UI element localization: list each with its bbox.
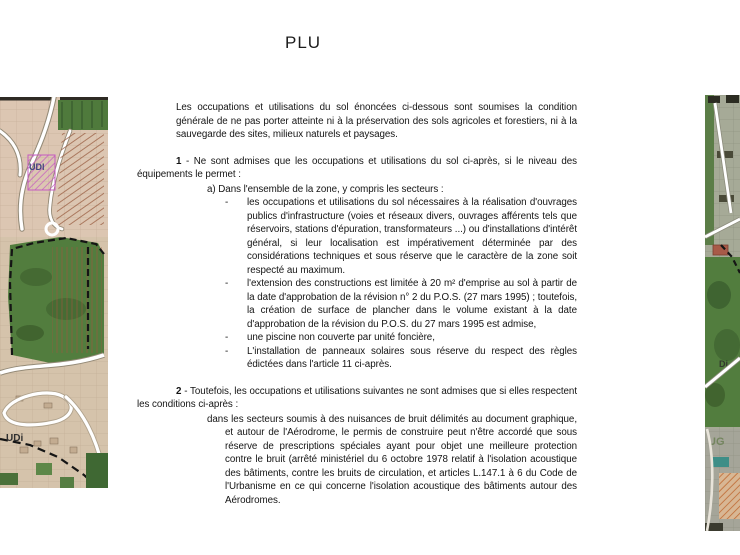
- section2-number: 2: [176, 385, 182, 397]
- list-item-text: L'installation de panneaux solaires sous réserve du respect des règles édictées dans l'article 11 ci-après.: [247, 345, 577, 370]
- zone-label-udi: UDi: [6, 433, 24, 444]
- list-item: [225, 345, 577, 372]
- intro-paragraph: Les occupations et utilisations du sol énoncées ci-dessous sont soumises la condition générale de ne pas porter atteinte ni à la préservation des sols agricoles et forestiers, ni à la sauvegarde des sites, milieux naturels et paysages.: [176, 102, 577, 140]
- list-item-text: une piscine non couverte par unité foncière,: [247, 332, 435, 343]
- left-map-strip: [0, 97, 108, 488]
- green-edge-column: [705, 95, 714, 245]
- dash-bullet: -: [225, 332, 229, 343]
- list-item: [225, 277, 577, 331]
- hatched-orange-strip: [719, 473, 740, 519]
- hatched-strip-area: [56, 133, 104, 225]
- woodland-patch: [58, 100, 108, 130]
- text-column: [137, 101, 577, 507]
- section2-heading: [137, 385, 577, 412]
- section1-number: 1: [176, 155, 182, 167]
- zone-label-ug: UG: [708, 436, 725, 448]
- zone-overlay-magenta: [28, 155, 55, 190]
- list-item: [225, 196, 577, 277]
- page-title: PLU: [285, 33, 322, 52]
- list-item: [225, 331, 577, 345]
- red-roof-building: [713, 245, 728, 255]
- section1-heading-text: - Ne sont admises que les occupations et utilisations du sol ci-après, si le niveau des équipements le permet :: [137, 155, 577, 180]
- section1-sub-a: a) Dans l'ensemble de la zone, y compris les secteurs :: [207, 183, 444, 195]
- right-map-strip: [705, 95, 740, 531]
- dash-bullet: -: [225, 197, 229, 208]
- pool-rectangle: [712, 457, 729, 467]
- list-item-text: les occupations et utilisations du sol nécessaires à la réalisation d'ouvrages publics d'infrastructure (voies et réseaux divers, ouvrages afférents tels que réservoirs, stations d'épuration, transformateurs ...) ou d'installations d'intérêt général, si leur localisation est impérativement déterminée par des considérations techniques et sous réserve que le caractère de la zone soit respecté au maximum.: [247, 197, 577, 276]
- section1-heading: [137, 155, 577, 182]
- green-zone: [705, 257, 740, 427]
- zone-label-udl: UDl: [29, 162, 45, 172]
- dash-bullet: -: [225, 345, 229, 357]
- dash-bullet: -: [225, 278, 229, 289]
- list-item-text: l'extension des constructions est limitée à 20 m² d'emprise au sol à partir de la date d'approbation de la révision n° 2 du P.O.S. (27 mars 1995) ; toutefois, la création de surface de plancher dans le volume existant à la date d'approbation de la révision du P.O.S. du 27 mars 1995 est admise,: [247, 278, 577, 330]
- green-zone: [8, 237, 104, 365]
- section2-body: dans les secteurs soumis à des nuisances de bruit délimités au document graphique, et autour de l'Aérodrome, le permis de construire peut n'être accordé que sous réserve de prescriptions spéciales ayant pour objet une meilleure protection contre le bruit (arrêté ministériel du 6 octobre 1978 relatif à l'isolation acoustique des bâtiments, contre les bruits de circulation, et articles L.147.1 à 6 du Code de l'Urbanisme en ce qui concerne l'isolation acoustique des bâtiments autour des Aérodromes.: [207, 413, 577, 506]
- section2-heading-text: - Toutefois, les occupations et utilisations suivantes ne sont admises que si elles respectent les conditions ci-après :: [137, 385, 577, 410]
- zone-label-di: Di: [719, 359, 728, 369]
